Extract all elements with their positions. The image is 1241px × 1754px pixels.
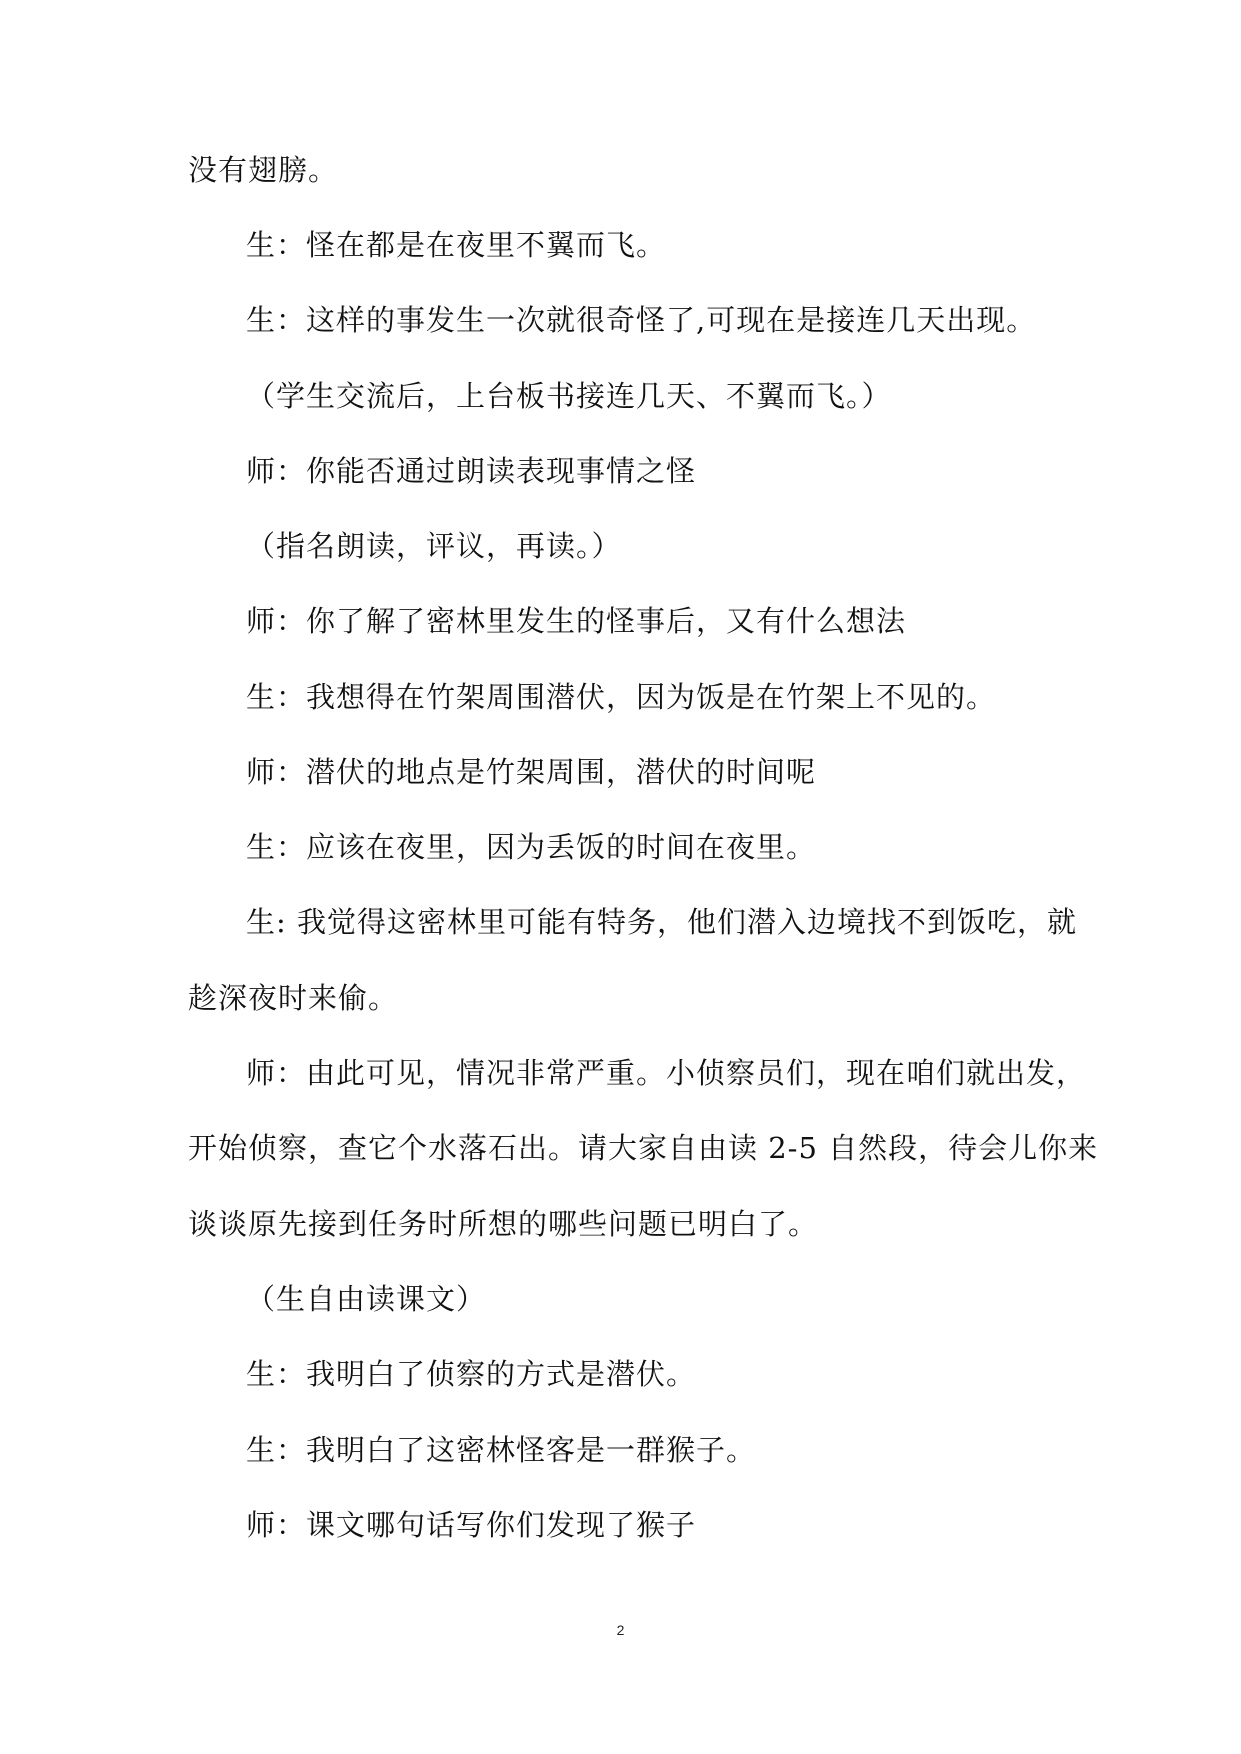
text-line: 生：我想得在竹架周围潜伏，因为饭是在竹架上不见的。	[246, 680, 997, 714]
text-line: 师：你了解了密林里发生的怪事后，又有什么想法	[246, 604, 907, 638]
text-line: 师：你能否通过朗读表现事情之怪	[246, 454, 697, 488]
text-line: 师：课文哪句话写你们发现了猴子	[246, 1508, 697, 1542]
text-line: 开始侦察，查它个水落石出。请大家自由读 2-5 自然段，待会儿你来	[188, 1131, 1099, 1165]
page-number: 2	[616, 1622, 625, 1638]
text-line: （指名朗读，评议，再读。）	[246, 529, 622, 563]
text-line: 师：潜伏的地点是竹架周围，潜伏的时间呢	[246, 755, 817, 789]
text-line: 趁深夜时来偷。	[188, 981, 399, 1015]
text-line: 生：怪在都是在夜里不翼而飞。	[246, 228, 667, 262]
text-line: （生自由读课文）	[246, 1282, 487, 1316]
text-line: 生：我明白了这密林怪客是一群猴子。	[246, 1433, 757, 1467]
text-line: 生：我明白了侦察的方式是潜伏。	[246, 1357, 697, 1391]
text-line: 没有翅膀。	[188, 153, 339, 187]
text-line: 师：由此可见，情况非常严重。小侦察员们，现在咱们就出发，	[246, 1056, 1087, 1090]
text-line: 生：这样的事发生一次就很奇怪了,可现在是接连几天出现。	[246, 303, 1037, 337]
text-line: 生：应该在夜里，因为丢饭的时间在夜里。	[246, 830, 817, 864]
text-line: （学生交流后，上台板书接连几天、不翼而飞。）	[246, 379, 892, 413]
text-line: 谈谈原先接到任务时所想的哪些问题已明白了。	[188, 1207, 819, 1241]
text-line: 生: 我觉得这密林里可能有特务，他们潜入边境找不到饭吃，就	[246, 905, 1077, 939]
